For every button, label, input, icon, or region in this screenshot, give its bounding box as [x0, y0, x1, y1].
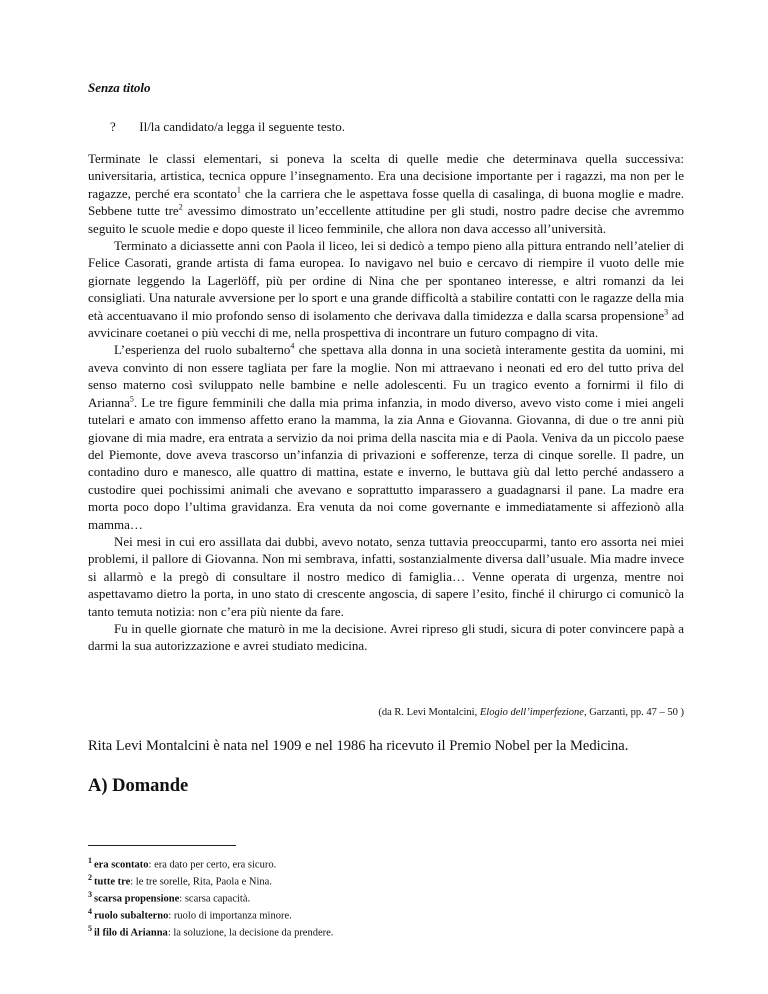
footnote-ref: 3 — [664, 307, 669, 317]
footnote-number: 3 — [88, 889, 92, 899]
footnote-number: 4 — [88, 906, 92, 916]
body-paragraph — [88, 237, 684, 341]
instruction-marker: ? — [110, 119, 116, 134]
paragraph-text: ad avvicinare coetanei o più vecchi di me, nella prospettiva di incontrare un futuro compagno di vita. — [88, 307, 684, 341]
citation-suffix: , Garzanti, pp. 47 – 50 ) — [583, 707, 684, 718]
paragraph-text: Terminato a diciassette anni con Paola il liceo, lei si dedicò a tempo pieno alla pittura entrando nell’atelier di Felice Casorati, grande artista di fama europea. Io navigavo nel buio e cercavo di riempire il vuoto delle mie giornate leggendo la Lagerlöff, più per ordine di Nina che per spontaneo interesse, e altri romanzi da lei consigliati. Una naturale avversione per lo sport e una grande difficoltà a stabilire contatti con le ragazze della mia età accentuavano il mio profondo senso di isolamento che derivava dalla timidezza e dalla scarsa propensione — [88, 238, 684, 323]
footnote-term: il filo di Arianna — [94, 927, 168, 939]
footnote-definition: : la soluzione, la decisione da prendere. — [167, 927, 334, 939]
paragraph-text: che la carriera che le aspettava fosse quella di casalinga, di buona moglie e madre. Sebbene tutte tre — [88, 185, 684, 219]
footnote-ref: 2 — [178, 202, 183, 212]
citation-work: Elogio dell’imperfezione — [479, 707, 584, 718]
author-bio: Rita Levi Montalcini è nata nel 1909 e nel 1986 ha ricevuto il Premio Nobel per la Medicina. — [88, 738, 629, 754]
instruction — [110, 119, 346, 135]
document-title: Senza titolo — [88, 80, 151, 95]
citation — [296, 707, 684, 718]
footnote-definition: : le tre sorelle, Rita, Paola e Nina. — [130, 876, 272, 888]
footnote-term: era scontato — [94, 859, 149, 871]
footnote — [88, 889, 333, 906]
body-paragraph — [88, 533, 684, 620]
instruction-text: Il/la candidato/a legga il seguente testo. — [139, 119, 346, 134]
footnote-term: ruolo subalterno — [94, 910, 169, 922]
footnote-definition: : scarsa capacità. — [179, 893, 251, 905]
footnote-number: 2 — [88, 872, 92, 882]
footnotes — [88, 855, 333, 940]
footnote-divider — [88, 845, 236, 846]
section-heading: A) Domande — [88, 776, 189, 796]
paragraph-text: avessimo dimostrato un’eccellente attitudine per gli studi, nostro padre decise che avremmo seguito le scuole medie e dopo queste il liceo femminile, che allora non dava accesso all’università. — [88, 203, 684, 236]
footnote-number: 1 — [88, 856, 92, 865]
citation-prefix: (da R. Levi Montalcini, — [378, 707, 480, 718]
body-paragraph — [88, 341, 684, 532]
footnote-ref: 5 — [129, 394, 134, 404]
footnote-number: 5 — [88, 923, 92, 933]
paragraph-text: che spettava alla donna in una società interamente gestita da uomini, mi aveva convinto di non essere tagliata per fare la moglie. Non mi attraevano i neonati ed ero del tutto priva del senso materno così sviluppato nelle bambine e nelle adolescenti. Fu un tragico evento a fornirmi il filo di Arianna — [88, 342, 684, 410]
footnote — [88, 872, 333, 889]
footnote-definition: : ruolo di importanza minore. — [168, 910, 292, 922]
paragraph-text: L’esperienza del ruolo subalterno — [114, 342, 291, 358]
body-text — [88, 150, 684, 655]
paragraph-text: . Le tre figure femminili che dalla mia prima infanzia, in modo diverso, avevo visto come i miei angeli tutelari e amato con immenso affetto erano la mamma, la zia Anna e Giovanna. Giovanna, di due o tre anni più giovane di mia madre, era entrata a servizio da noi prima della nascita mia e di Paola. Veniva da un piccolo paese del Piemonte, dove aveva trascorso un’infanzia di privazioni e sofferenze, terza di cinque sorelle. Il padre, un contadino duro e manesco, alle quattro di mattina, estate e inverno, le buttava giù dal letto perché andassero a custodire quei pochissimi animali che avevano e soprattutto imparassero a guadagnarsi il pane. La madre era morta poco dopo l’ultima gravidanza. Era venuta da noi come governante e immediatamente si affezionò alla mamma… — [88, 394, 684, 532]
footnote-ref: 4 — [290, 342, 295, 352]
footnote-definition: : era dato per certo, era sicuro. — [148, 859, 277, 871]
footnote — [88, 906, 333, 923]
footnote — [88, 923, 333, 940]
footnote-term: scarsa propensione — [94, 893, 180, 905]
paragraph-text: Nei mesi in cui ero assillata dai dubbi, avevo notato, senza tuttavia preoccuparmi, tanto ero assorta nei miei problemi, il pallore di Giovanna. Non mi sembrava, infatti, sostanzialmente diversa dall’usuale. Mia madre invece si allarmò e la pregò di consultare il nostro medico di famiglia… Venne operata di urgenza, mentre noi aspettavamo dietro la porta, in uno stato di crescente angoscia, di sapere l’esito, finché il chirurgo ci comunicò la tanto temuta notizia: non c’era più niente da fare. — [88, 533, 684, 619]
body-paragraph — [88, 150, 684, 237]
body-paragraph — [88, 620, 684, 655]
footnote-ref: 1 — [236, 185, 241, 195]
footnote — [88, 855, 333, 872]
paragraph-text: Terminate le classi elementari, si poneva la scelta di quelle medie che determinava quella successiva: universitaria, artistica, tecnica oppure l’insegnamento. Era una decisione importante per i ragazzi, ma non per le ragazze, perché era scontato — [88, 151, 684, 201]
footnote-term: tutte tre — [94, 876, 131, 888]
paragraph-text: Fu in quelle giornate che maturò in me la decisione. Avrei ripreso gli studi, sicura di poter convincere papà a darmi la sua autorizzazione e avrei studiato medicina. — [88, 620, 684, 654]
